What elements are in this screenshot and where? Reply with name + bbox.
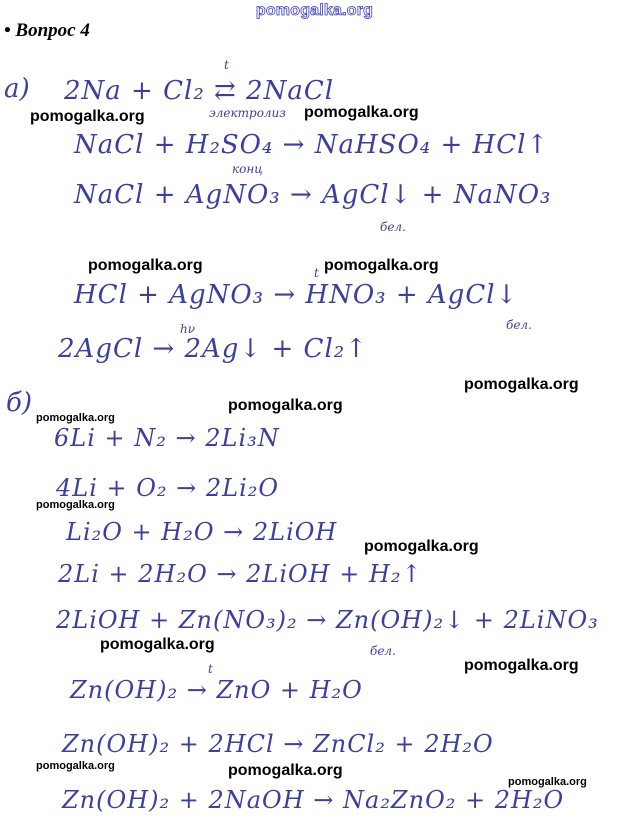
equation-b1: 6Li + N₂ → 2Li₃N <box>54 424 280 452</box>
condition-t: t <box>208 662 213 676</box>
watermark: pomogalka.org <box>36 760 115 772</box>
question-title: • Вопрос 4 <box>4 20 90 41</box>
equation-a2: NaCl + H₂SO₄ → NaHSO₄ + HCl↑ конц <box>74 130 550 176</box>
equation-b3: Li₂O + H₂O → 2LiOH <box>66 518 338 546</box>
watermark: pomogalka.org <box>36 499 115 511</box>
equation-a3: NaCl + AgNO₃ → AgCl↓ + NaNO₃ бел. <box>74 180 552 234</box>
condition-t: t <box>224 58 229 72</box>
watermark: pomogalka.org <box>228 397 343 414</box>
watermark: pomogalka.org <box>30 108 145 125</box>
watermark: pomogalka.org <box>364 538 479 555</box>
equation-b4: 2Li + 2H₂O → 2LiOH + H₂↑ <box>58 560 423 588</box>
part-a-label: а) <box>4 74 30 104</box>
site-header-watermark: pomogalka.org <box>255 2 374 19</box>
equation-b5: 2LiOH + Zn(NO₃)₂ → Zn(OH)₂↓ + 2LiNO₃ бел. <box>56 606 599 658</box>
watermark: pomogalka.org <box>324 257 439 274</box>
equation-b7: Zn(OH)₂ + 2HCl → ZnCl₂ + 2H₂O <box>62 730 494 758</box>
watermark: pomogalka.org <box>304 104 419 121</box>
condition-light: hν <box>180 322 196 336</box>
condition-conc: конц <box>232 162 263 176</box>
equation-a1: 2Na + Cl₂ ⇄ 2NaCl t электролиз <box>64 58 335 120</box>
equation-a5: 2AgCl → 2Ag↓ + Cl₂↑ hν <box>58 322 368 364</box>
watermark: pomogalka.org <box>100 636 215 653</box>
watermark: pomogalka.org <box>508 776 587 788</box>
precipitate-white-note: бел. <box>370 644 396 658</box>
watermark: pomogalka.org <box>36 412 115 424</box>
watermark: pomogalka.org <box>464 657 579 674</box>
watermark: pomogalka.org <box>228 762 343 779</box>
condition-t: t <box>314 266 319 280</box>
equation-b2: 4Li + O₂ → 2Li₂O <box>56 474 280 502</box>
watermark: pomogalka.org <box>464 376 579 393</box>
precipitate-white-note: бел. <box>506 318 532 332</box>
condition-electrolysis: электролиз <box>209 106 286 120</box>
watermark: pomogalka.org <box>88 257 203 274</box>
part-b-label: б) <box>6 388 33 418</box>
equation-a4: HCl + AgNO₃ → HNO₃ + AgCl↓ t бел. <box>74 266 532 332</box>
precipitate-white-note: бел. <box>380 220 406 234</box>
equation-b8: Zn(OH)₂ + 2NaOH → Na₂ZnO₂ + 2H₂O <box>62 786 565 814</box>
equation-b6: Zn(OH)₂ → ZnO + H₂O t <box>70 662 363 704</box>
